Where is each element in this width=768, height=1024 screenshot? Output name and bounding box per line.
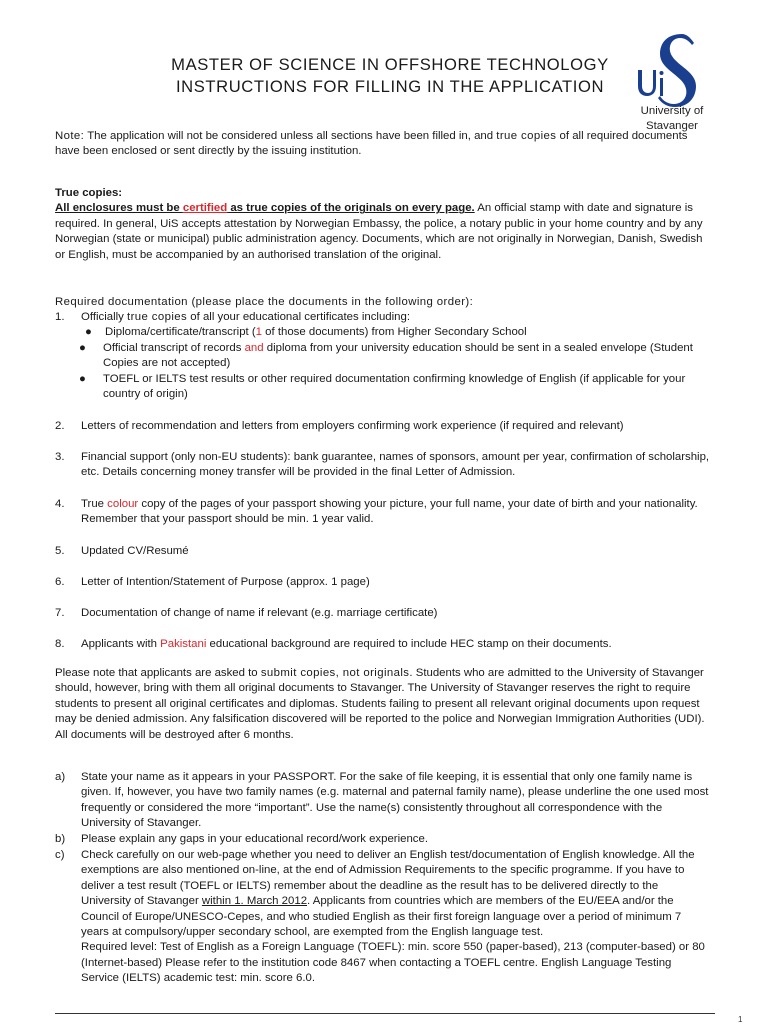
list-item-7: 7. Documentation of change of name if relevant (e.g. marriage certificate) [55, 607, 438, 619]
bullet-icon: ● [79, 341, 86, 354]
bullet-item: ● TOEFL or IELTS test results or other required documentation confirming knowledge of English (if applicable for your country of origin) [79, 372, 686, 401]
bullet-item: ● Official transcript of records and diploma from your university education should be sent in a sealed envelope (Student Copies are not accepted) [79, 341, 693, 370]
list-item-8: 8. Applicants with Pakistani educational background are required to include HEC stamp on their documents. [55, 638, 612, 650]
note-paragraph: Note: The application will not be considered unless all sections have been filled in, and true copies of all required documents have been enclosed or sent directly by the issuing institution. [55, 130, 688, 158]
list-item-6: 6. Letter of Intention/Statement of Purpose (approx. 1 page) [55, 576, 370, 588]
title-line-2: INSTRUCTIONS FOR FILLING IN THE APPLICATION [175, 77, 605, 96]
bullet-item: ● Diploma/certificate/transcript (1 of those documents) from Higher Secondary School [55, 325, 710, 340]
footer-divider [55, 1013, 715, 1014]
bullet-icon: ● [79, 372, 86, 385]
please-note-paragraph: Please note that applicants are asked to submit copies, not originals. Students who are admitted to the University of Stavanger should, however, bring with them all original documents to Stavanger. The University of Stavanger reserves the right to require students to present all original certificates and diplomas. Students failing to present all relevant original documents upon request may be denied admission. Any falsification discovered will be reported to the police and Norwegian Immigration Authorities (UDI). All documents will be destroyed after 6 months. [55, 667, 705, 741]
lettered-item-a: a) State your name as it appears in your PASSPORT. For the sake of file keeping, it is essential that only one family name is given. If, however, you have two family names (e.g. maternal and paternal family name), please underline the one used most frequently or considered the more “important”. Use the name(s) consistently throughout all correspondence with the University of Stavanger. [55, 771, 709, 830]
bullet-icon: ● [85, 326, 92, 339]
true-copies-heading: True copies: [55, 187, 123, 199]
required-docs-heading: Required documentation (please place the documents in the following order): [55, 296, 474, 308]
university-name: University of Stavanger [640, 105, 704, 132]
lettered-item-b: b) Please explain any gaps in your educational record/work experience. [55, 833, 428, 845]
list-item-4: 4. True colour copy of the pages of your passport showing your picture, your full name, your date of birth and your nationality. Remember that your passport should be min. 1 year valid. [55, 498, 698, 526]
list-item-5: 5. Updated CV/Resumé [55, 545, 189, 557]
true-copies-section: True copies: All enclosures must be certified as true copies of the originals on every page. An official stamp with date and signature is required. In general, UiS accepts attestation by Norwegian Embassy, the police, a notary public in your home country and by any Norwegian (state or municipal) public administration agency. Documents, which are not originally in Norwegian, Danish, Swedish or English, must be accompanied by an authorised translation of the original. [55, 186, 710, 263]
page-number: 1 [738, 1015, 743, 1024]
list-item-1: 1. Officially true copies of all your educational certificates including: ● Diploma/certificate/transcript (1 of those documents) from Higher Secondary School ● Official transcript of records and diploma from your university education should be sent in a sealed envelope (Student Copies are not accepted) ● TOEFL or IELTS test results or other required documentation confirming knowledge of English (if applicable for your country of origin) [55, 310, 710, 402]
list-item-2: 2. Letters of recommendation and letters from employers confirming work experience (if required and relevant) [55, 420, 624, 432]
list-item-3: 3. Financial support (only non-EU students): bank guarantee, names of sponsors, amount per year, confirmation of scholarship, etc. Details concerning money transfer will be provided in the final Letter of Admission. [55, 451, 710, 479]
title-line-1: MASTER OF SCIENCE IN OFFSHORE TECHNOLOGY [171, 55, 609, 74]
document-title [100, 54, 680, 98]
lettered-item-c: c) Check carefully on our web-page whether you need to deliver an English test/documentation of English knowledge. All the exemptions are also mentioned on-line, at the end of Admission Requirements to the specific programme. If you have to deliver a test result (TOEFL or IELTS) remember about the deadline as the result has to be delivered directly to the University of Stavanger within 1. March 2012. Applicants from countries which are members of the EU/EEA and/or the Council of Europe/UNESCO-Cepes, and who studied English as their first foreign language over a period of minimum 7 years at compulsory/upper secondary school, are exempted from the English language test. Required level: Test of English as a Foreign Language (TOEFL): min. score 550 (paper-based), 213 (computer-based) or 80 (Internet-based) Please refer to the institution code 8467 when contacting a TOEFL centre. English Language Testing Service (IELTS) academic test: min. score 6.0. [55, 849, 705, 985]
